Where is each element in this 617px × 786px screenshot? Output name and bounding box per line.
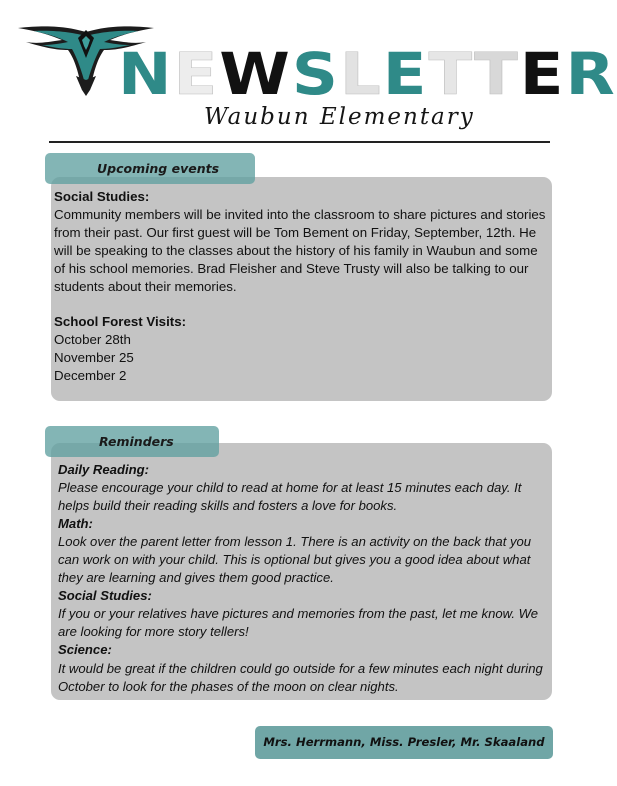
social-studies-heading: Social Studies: <box>54 189 150 204</box>
header-divider <box>49 141 550 143</box>
reminder-heading: Daily Reading: <box>58 462 149 477</box>
forest-date: November 25 <box>54 350 134 366</box>
masthead-letter: E <box>382 41 429 109</box>
social-studies-text: Community members will be invited into the classroom to share pictures and stories from their past. Our first guest will be Tom Bement on Friday, September, 12th. He will be speaking to the classes about the history of his family in Waubun and some of his school memories. Brad Fleisher and Steve Trusty will also be talking to our students about their memories. <box>54 206 546 294</box>
reminders-panel <box>51 443 552 700</box>
reminder-heading: Science: <box>58 642 112 658</box>
masthead-letter: T <box>474 41 520 109</box>
reminder-heading: Social Studies: <box>58 588 152 604</box>
masthead-letter: S <box>291 41 340 109</box>
masthead-letter: E <box>173 41 220 109</box>
forest-visits-heading: School Forest Visits: <box>54 314 187 330</box>
masthead-letter: W <box>219 41 292 109</box>
reminder-heading: Math: <box>58 516 93 532</box>
forest-date: October 28th <box>54 332 131 348</box>
masthead-letter: L <box>339 41 383 109</box>
reminder-text: If you or your relatives have pictures and memories from the past, let me know. We are looking for more story tellers! <box>58 606 539 640</box>
masthead-letter: E <box>519 41 566 109</box>
newsletter-masthead <box>118 40 617 110</box>
forest-date: December 2 <box>54 368 127 384</box>
masthead-letter: R <box>565 41 617 109</box>
masthead-letter: N <box>118 41 174 109</box>
masthead-letter: T <box>428 41 475 109</box>
reminder-text: Please encourage your child to read at home for at least 15 minutes each day. It helps build their reading skills and fosters a love for books. <box>58 480 522 514</box>
upcoming-events-panel <box>51 177 552 401</box>
upcoming-events-tab: Upcoming events <box>45 153 255 184</box>
signature-badge: Mrs. Herrmann, Miss. Presler, Mr. Skaaland <box>255 726 553 759</box>
reminders-tab: Reminders <box>45 426 219 457</box>
school-name: Waubun Elementary <box>204 104 475 130</box>
reminder-text: It would be great if the children could go outside for a few minutes each night during October to look for the phases of the moon on clear nights. <box>58 660 543 694</box>
reminder-text: Look over the parent letter from lesson 1. There is an activity on the back that you can work on with your child. This is optional but gives you a good idea about what they are learning and gives them good practice. <box>58 534 532 586</box>
